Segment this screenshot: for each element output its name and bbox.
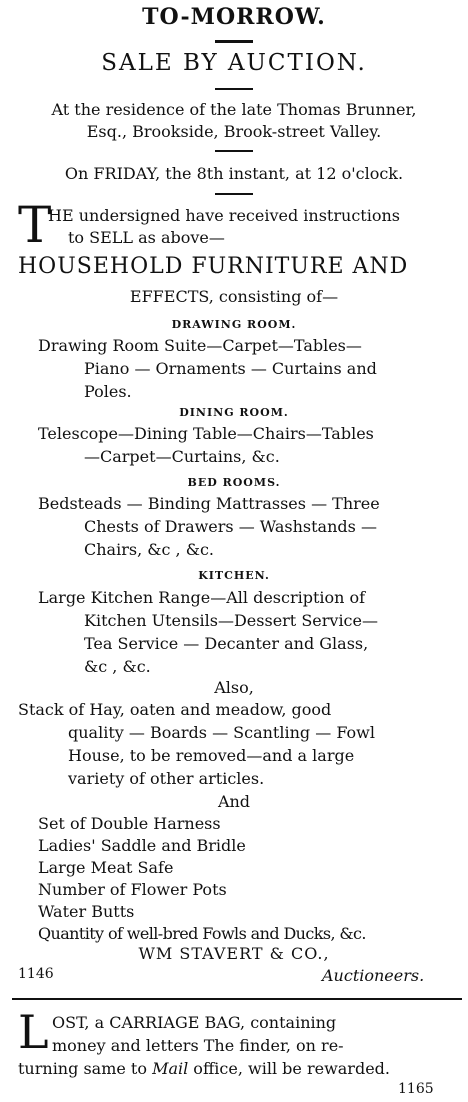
- auctioneer-name: WM STAVERT & CO.,: [138, 944, 330, 963]
- headline-rule: [215, 40, 253, 43]
- section-heading: DRAWING ROOM.: [171, 318, 297, 331]
- date-line: On FRIDAY, the 8th instant, at 12 o'clock.: [64, 164, 404, 183]
- also-line: quality — Boards — Scantling — Fowl: [68, 723, 375, 742]
- also-line: Stack of Hay, oaten and meadow, good: [18, 700, 332, 719]
- and-line: Ladies' Saddle and Bridle: [38, 836, 246, 855]
- and-line: Number of Flower Pots: [38, 880, 227, 899]
- ad-number: 1146: [18, 966, 54, 982]
- lost-line-3-start: turning same to: [18, 1059, 153, 1078]
- lost-dropcap: L: [18, 1005, 49, 1059]
- section-line: &c , &c.: [84, 657, 151, 676]
- headline: TO-MORROW.: [142, 4, 326, 30]
- section-line: Tea Service — Decanter and Glass,: [84, 634, 369, 653]
- section-heading: BED ROOMS.: [187, 476, 281, 489]
- section-heading: DINING ROOM.: [179, 406, 289, 419]
- also-line: House, to be removed—and a large: [68, 746, 355, 765]
- section-line: Large Kitchen Range—All description of: [38, 588, 366, 607]
- lost-line-2: money and letters The finder, on re-: [52, 1036, 344, 1055]
- and-line: Set of Double Harness: [38, 814, 221, 833]
- and-heading: And: [217, 792, 251, 811]
- date-rule: [215, 193, 253, 195]
- section-divider: [12, 998, 462, 1000]
- also-heading: Also,: [214, 678, 254, 697]
- auctioneer-role: Auctioneers.: [322, 966, 425, 985]
- residence-line-1: At the residence of the late Thomas Brunner,: [51, 100, 417, 119]
- intro-dropcap: T: [18, 196, 52, 254]
- and-line: Large Meat Safe: [38, 858, 174, 877]
- intro-line-2: to SELL as above—: [68, 228, 225, 247]
- lost-number: 1165: [398, 1081, 434, 1097]
- section-line: Chests of Drawers — Washstands —: [84, 517, 377, 536]
- and-line: Quantity of well-bred Fowls and Ducks, &c.: [38, 924, 366, 943]
- also-line: variety of other articles.: [68, 769, 265, 788]
- residence-line-2: Esq., Brookside, Brook-street Valley.: [86, 122, 382, 141]
- residence-rule: [215, 150, 253, 152]
- lost-line-1: OST, a CARRIAGE BAG, containing: [52, 1013, 337, 1032]
- section-line: Kitchen Utensils—Dessert Service—: [84, 611, 378, 630]
- main-heading-1: HOUSEHOLD FURNITURE AND: [18, 254, 409, 279]
- section-line: Telescope—Dining Table—Chairs—Tables: [38, 424, 374, 443]
- sale-title: SALE BY AUCTION.: [101, 50, 367, 76]
- mail-title: Mail: [152, 1059, 189, 1078]
- lost-line-3-end: office, will be rewarded.: [188, 1059, 390, 1078]
- main-heading-2: EFFECTS, consisting of—: [129, 287, 339, 306]
- lost-line-3: [18, 1059, 390, 1078]
- section-heading: KITCHEN.: [198, 569, 270, 582]
- section-line: Chairs, &c , &c.: [84, 540, 214, 559]
- and-line: Water Butts: [38, 902, 135, 921]
- intro-line-1: HE undersigned have received instructions: [48, 206, 400, 225]
- section-line: —Carpet—Curtains, &c.: [84, 447, 280, 466]
- section-line: Poles.: [84, 382, 132, 401]
- section-line: Drawing Room Suite—Carpet—Tables—: [38, 336, 362, 355]
- title-rule: [215, 88, 253, 90]
- section-line: Bedsteads — Binding Mattrasses — Three: [38, 494, 380, 513]
- section-line: Piano — Ornaments — Curtains and: [84, 359, 377, 378]
